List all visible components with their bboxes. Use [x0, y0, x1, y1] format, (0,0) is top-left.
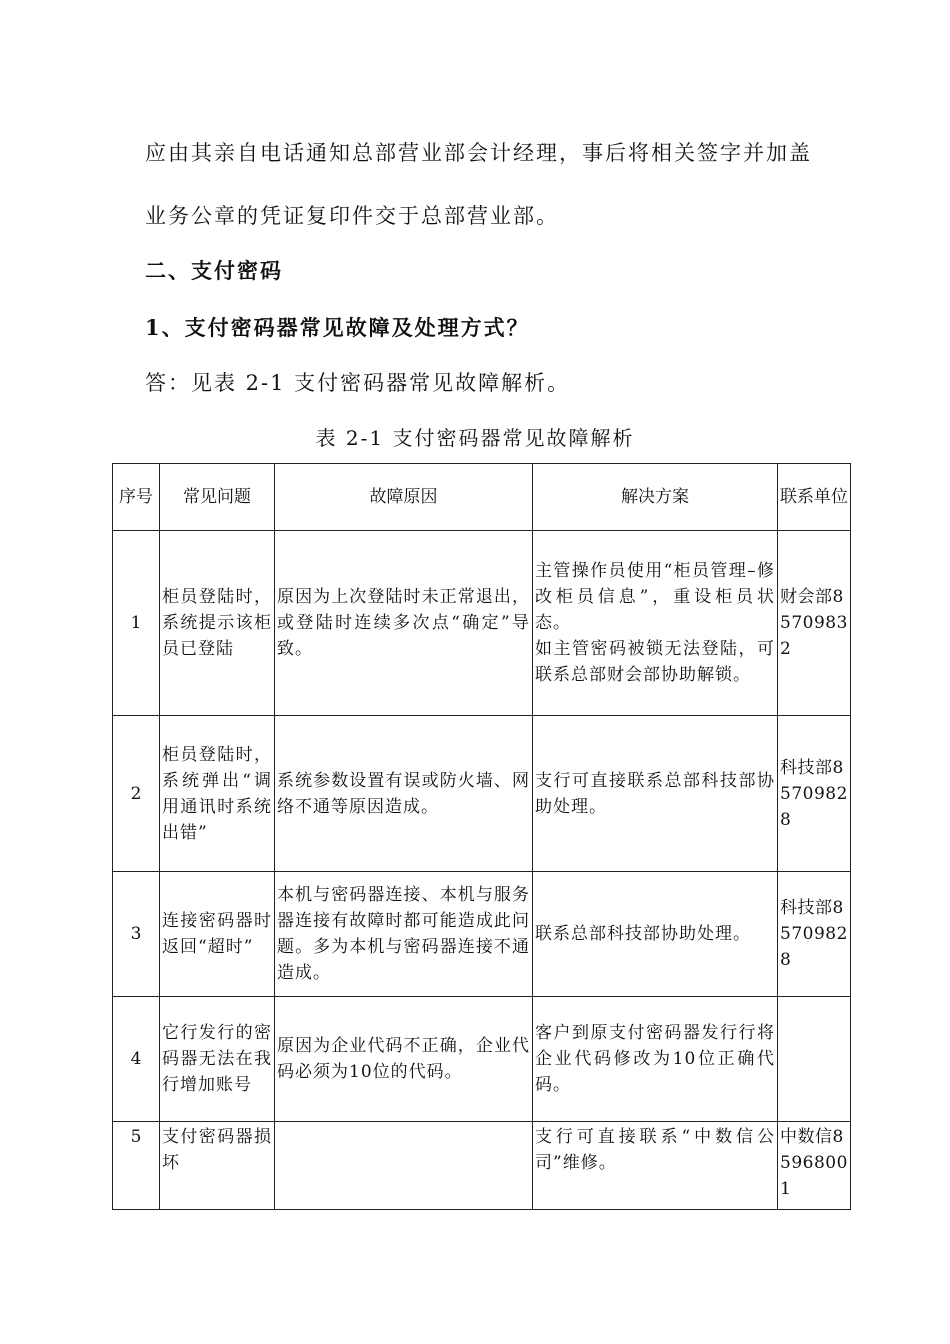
row-cause: 系统参数设置有误或防火墙、网络不通等原因造成。 [275, 716, 533, 872]
row-solution: 联系总部科技部协助处理。 [533, 872, 778, 997]
row-cause: 原因为上次登陆时未正常退出，或登陆时连续多次点“确定”导致。 [275, 531, 533, 716]
table-row [113, 872, 851, 997]
row-contact: 科技部85709828 [778, 716, 851, 872]
table-row [113, 1122, 851, 1210]
row-problem: 柜员登陆时，系统弹出“调用通讯时系统出错” [160, 716, 275, 872]
row-solution: 支行可直接联系“中数信公司”维修。 [533, 1122, 778, 1210]
table-row [113, 997, 851, 1122]
row-cause: 本机与密码器连接、本机与服务器连接有故障时都可能造成此问题。多为本机与密码器连接不通造成。 [275, 872, 533, 997]
table-caption: 表 2-1 支付密码器常见故障解析 [315, 426, 635, 450]
question-heading: 1、支付密码器常见故障及处理方式？ [145, 315, 530, 340]
row-contact: 中数信85968001 [778, 1122, 851, 1210]
row-cause: 原因为企业代码不正确，企业代码必须为10位的代码。 [275, 997, 533, 1122]
row-solution-part-1: 主管操作员使用“柜员管理–修改柜员信息”，重设柜员状态。 [535, 561, 775, 633]
body-text-line-2: 业务公章的凭证复印件交于总部营业部。 [145, 204, 559, 228]
header-solution: 解决方案 [533, 464, 778, 531]
row-contact [778, 997, 851, 1122]
header-num: 序号 [113, 464, 160, 531]
row-cause [275, 1122, 533, 1210]
row-contact: 科技部85709828 [778, 872, 851, 997]
fault-table [112, 463, 851, 1210]
header-contact: 联系单位 [778, 464, 851, 531]
row-contact: 财会部85709832 [778, 531, 851, 716]
row-num: 1 [113, 531, 160, 716]
table-row [113, 531, 851, 716]
answer-text: 答：见表 2-1 支付密码器常见故障解析。 [145, 371, 571, 395]
row-num: 5 [113, 1122, 160, 1210]
row-solution [533, 531, 778, 716]
row-num: 4 [113, 997, 160, 1122]
row-problem: 它行发行的密码器无法在我行增加账号 [160, 997, 275, 1122]
header-problem: 常见问题 [160, 464, 275, 531]
row-solution-part-2: 如主管密码被锁无法登陆，可联系总部财会部协助解锁。 [535, 639, 775, 685]
row-solution: 支行可直接联系总部科技部协助处理。 [533, 716, 778, 872]
table-header-row [113, 464, 851, 531]
row-solution: 客户到原支付密码器发行行将企业代码修改为10位正确代码。 [533, 997, 778, 1122]
body-text-line-1: 应由其亲自电话通知总部营业部会计经理，事后将相关签字并加盖 [145, 141, 812, 165]
table-row [113, 716, 851, 872]
row-problem: 柜员登陆时，系统提示该柜员已登陆 [160, 531, 275, 716]
row-problem: 支付密码器损坏 [160, 1122, 275, 1210]
row-num: 3 [113, 872, 160, 997]
header-cause: 故障原因 [275, 464, 533, 531]
row-num: 2 [113, 716, 160, 872]
section-heading: 二、支付密码 [145, 258, 283, 283]
row-problem: 连接密码器时返回“超时” [160, 872, 275, 997]
